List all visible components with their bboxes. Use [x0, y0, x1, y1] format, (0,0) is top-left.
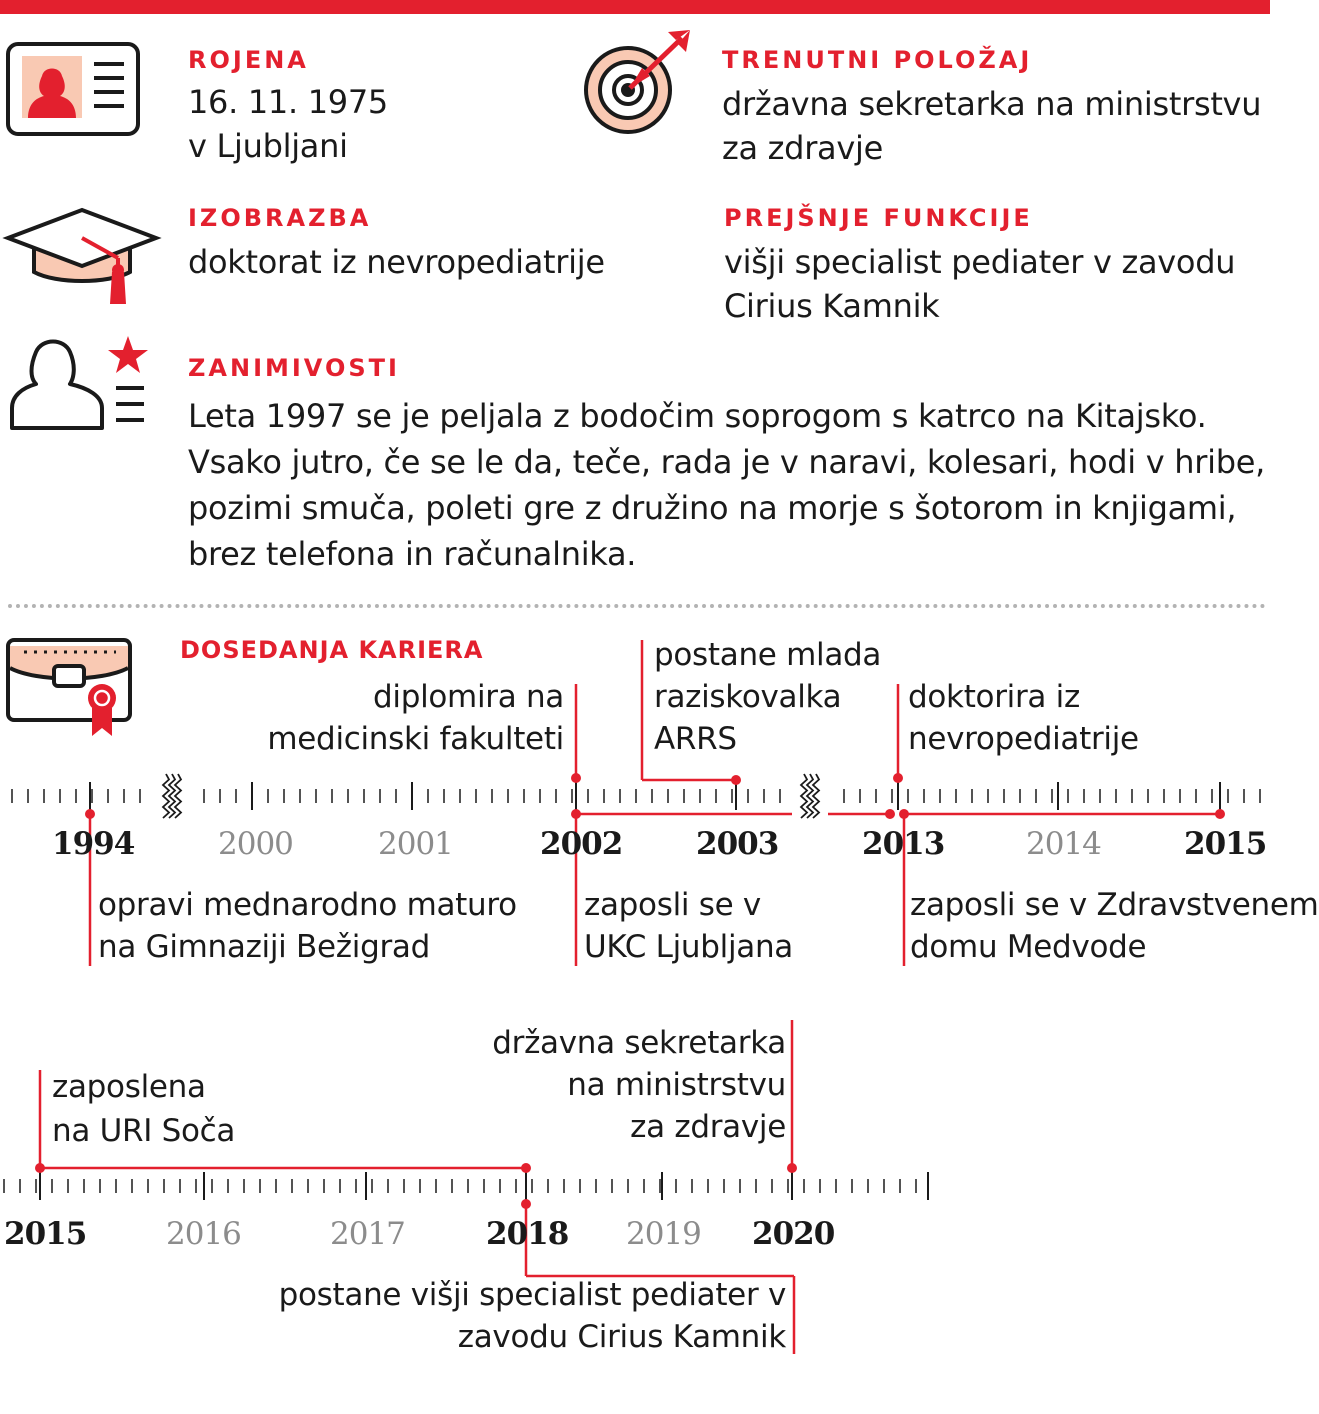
person-star-icon [8, 334, 152, 434]
born-label: ROJENA [188, 46, 309, 74]
previous-line-2: Cirius Kamnik [724, 287, 940, 325]
year-2019: 2019 [626, 1216, 701, 1252]
year-2013: 2013 [862, 826, 945, 862]
event-dot [731, 775, 741, 785]
event-uri-line-1: zaposlena [52, 1069, 206, 1105]
year-2017: 2017 [330, 1216, 405, 1252]
event-secretary-line-2: na ministrstvu [567, 1067, 786, 1103]
event-diploma-line-1: diplomira na [373, 679, 564, 715]
year-1994: 1994 [52, 826, 135, 862]
year-2015-b: 2015 [4, 1216, 87, 1252]
id-card-icon [6, 42, 140, 136]
event-dot [571, 809, 581, 819]
education-label: IZOBRAZBA [188, 204, 372, 232]
event-dot [571, 773, 581, 783]
section-divider [8, 604, 1266, 608]
graduation-cap-icon [4, 206, 160, 310]
event-cirius-line-1: postane višji specialist pediater v [278, 1277, 786, 1313]
year-2014: 2014 [1026, 826, 1101, 862]
event-arrs-line-1: postane mlada [654, 637, 882, 673]
year-2018: 2018 [486, 1216, 569, 1252]
event-medvode-line-1: zaposli se v Zdravstvenem [910, 887, 1319, 923]
event-phd-line-1: doktorira iz [908, 679, 1080, 715]
position-line-1: državna sekretarka na ministrstvu [722, 85, 1262, 123]
event-arrs-line-2: raziskovalka [654, 679, 842, 715]
event-dot [521, 1163, 531, 1173]
event-dot [885, 809, 895, 819]
event-ukc-line-1: zaposli se v [584, 887, 761, 923]
event-dot [899, 809, 909, 819]
education-value: doktorat iz nevropediatrije [188, 243, 605, 281]
trivia-line-1: Leta 1997 se je peljala z bodočim soprogom s katrco na Kitajsko. [188, 397, 1207, 435]
event-dot [521, 1199, 531, 1209]
born-place: v Ljubljani [188, 127, 348, 165]
event-dot [85, 809, 95, 819]
event-matura-line-1: opravi mednarodno maturo [98, 887, 517, 923]
previous-label: PREJŠNJE FUNKCIJE [724, 204, 1033, 232]
trivia-label: ZANIMIVOSTI [188, 354, 400, 382]
year-2015-a: 2015 [1184, 826, 1267, 862]
born-date: 16. 11. 1975 [188, 83, 388, 121]
previous-line-1: višji specialist pediater v zavodu [724, 243, 1236, 281]
year-2001: 2001 [378, 826, 453, 862]
year-2003: 2003 [696, 826, 779, 862]
position-label: TRENUTNI POLOŽAJ [722, 46, 1033, 74]
event-ukc-line-2: UKC Ljubljana [584, 929, 793, 965]
event-uri-line-2: na URI Soča [52, 1113, 236, 1149]
event-matura-line-2: na Gimnaziji Bežigrad [98, 929, 430, 965]
trivia-line-3: pozimi smuča, poleti gre z družino na morje s šotorom in knjigami, [188, 489, 1237, 527]
trivia-line-2: Vsako jutro, če se le da, teče, rada je v naravi, kolesari, hodi v hribe, [188, 443, 1265, 481]
event-dot [893, 773, 903, 783]
event-arrs-line-3: ARRS [654, 721, 737, 757]
event-dot [1215, 809, 1225, 819]
trivia-line-4: brez telefona in računalnika. [188, 535, 637, 573]
top-accent-bar [0, 0, 1270, 14]
year-2000: 2000 [218, 826, 293, 862]
event-phd-line-2: nevropediatrije [908, 721, 1139, 757]
year-2002: 2002 [540, 826, 623, 862]
event-secretary-line-3: za zdravje [630, 1109, 786, 1145]
event-secretary-line-1: državna sekretarka [492, 1025, 786, 1061]
event-dot [787, 1163, 797, 1173]
career-label: DOSEDANJA KARIERA [180, 636, 484, 664]
axis-break [813, 774, 819, 818]
event-dot [35, 1163, 45, 1173]
axis-break [175, 774, 181, 818]
year-2016: 2016 [166, 1216, 241, 1252]
event-diploma-line-2: medicinski fakulteti [267, 721, 564, 757]
event-medvode-line-2: domu Medvode [910, 929, 1147, 965]
position-line-2: za zdravje [722, 129, 883, 167]
target-icon [582, 26, 698, 140]
event-cirius-line-2: zavodu Cirius Kamnik [457, 1319, 786, 1355]
year-2020: 2020 [752, 1216, 835, 1252]
